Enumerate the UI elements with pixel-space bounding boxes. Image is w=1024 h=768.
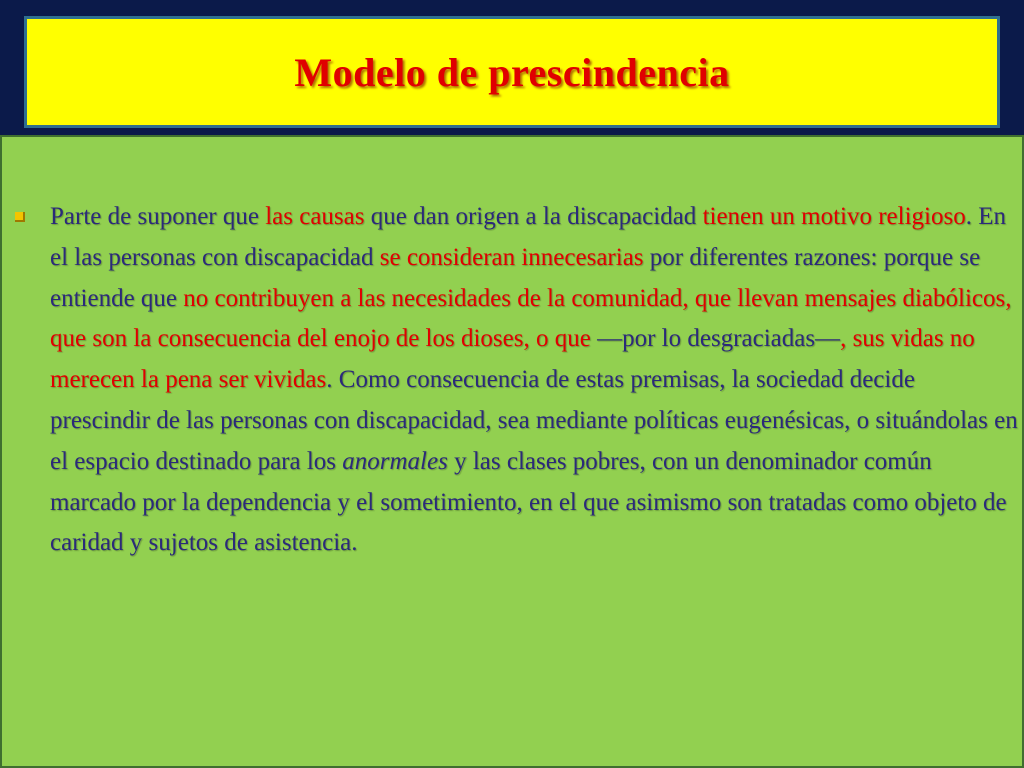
content-box (0, 135, 1024, 768)
bullet-paragraph (50, 197, 1020, 564)
text-segment: . Como consecuencia de estas premisas, la sociedad decide prescindir de las personas con discapacidad, sea mediante políticas eugenésicas, o situándolas en el espacio destinado para los (50, 366, 1018, 475)
text-segment: las causas (265, 203, 365, 230)
text-segment: se consideran innecesarias (379, 243, 644, 271)
square-bullet-icon (15, 212, 25, 222)
text-segment: por diferentes razones: porque se entiende que (50, 243, 981, 312)
text-segment: , sus vidas no merecen la pena ser vividas (50, 325, 975, 394)
text-segment: no contribuyen a las necesidades de la comunidad, que llevan mensajes diabólicos, que son la consecuencia del enojo de los dioses, o que (50, 284, 1012, 353)
text-segment: anormales (342, 447, 448, 475)
text-segment: —por lo desgraciadas— (590, 325, 841, 353)
slide-title: Modelo de prescindencia (294, 49, 730, 95)
text-segment: Parte de suponer que (50, 203, 266, 230)
text-segment: que dan origen a la discapacidad (364, 203, 703, 230)
title-bar (24, 16, 1000, 128)
text-segment: y las clases pobres, con un denominador común marcado por la dependencia y el sometimiento, en el que asimismo son tratadas como objeto de caridad y sujetos de asistencia. (50, 447, 1007, 557)
text-segment: . En el las personas con discapacidad (50, 203, 1007, 271)
text-segment: tienen un motivo religioso (702, 203, 966, 230)
